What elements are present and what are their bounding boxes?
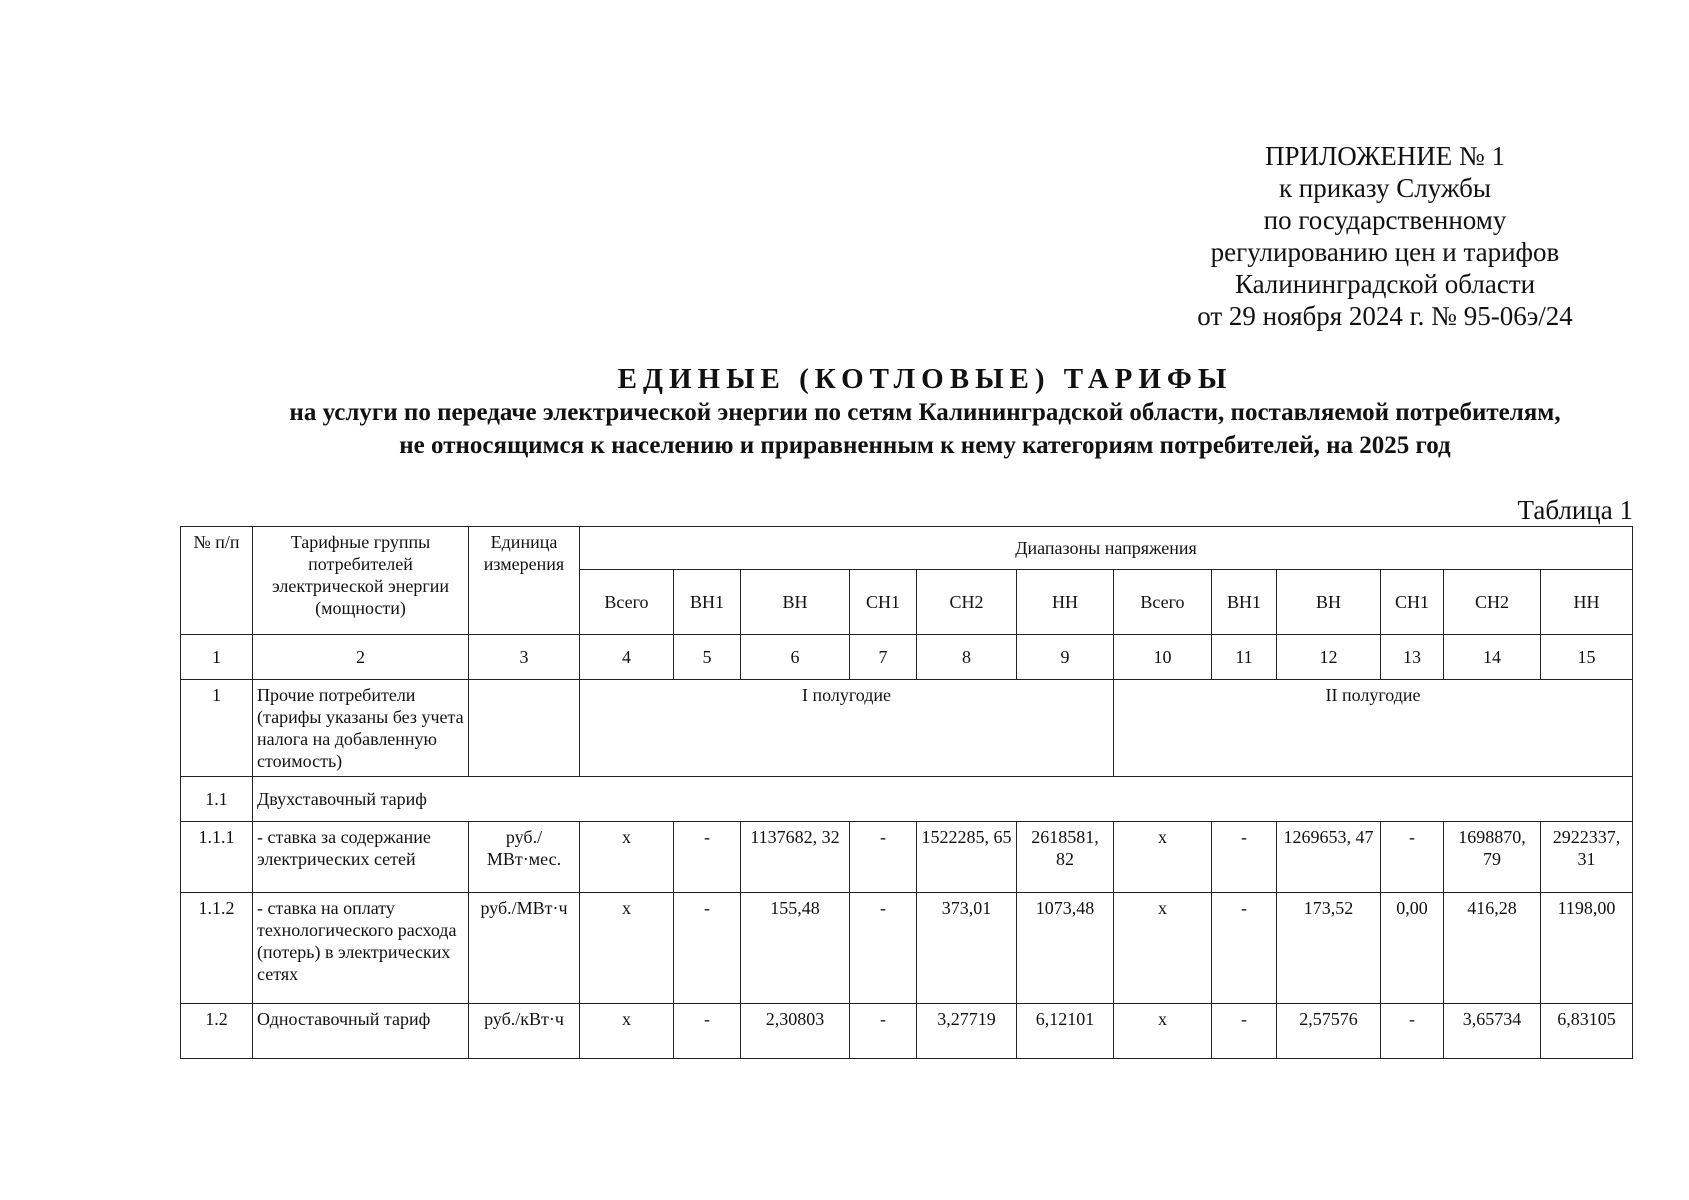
row-value: - [674,1004,741,1059]
row-value: 416,28 [1444,893,1541,1004]
header-level: ВН [741,570,850,635]
column-number: 5 [674,635,741,680]
row-value: 3,65734 [1444,1004,1541,1059]
row-num: 1.1.2 [181,893,253,1004]
row-value: 6,12101 [1017,1004,1114,1059]
row-value: х [1114,822,1212,893]
title-line-1: на услуги по передаче электрической энергии по сетям Калининградской области, поставляемой потребителям, [289,399,1561,426]
header-level: СН1 [1381,570,1444,635]
row-value: - [1212,822,1277,893]
row-num: 1.1.1 [181,822,253,893]
header-level: СН2 [1444,570,1541,635]
row-unit: руб./ МВт·мес. [469,822,580,893]
table-label: Таблица 1 [1517,495,1633,525]
column-number: 14 [1444,635,1541,680]
column-numbers-row [181,635,1633,680]
column-number: 1 [181,635,253,680]
half-year-2: II полугодие [1114,680,1633,777]
column-number: 10 [1114,635,1212,680]
title-main: ЕДИНЫЕ (КОТЛОВЫЕ) ТАРИФЫ [617,363,1233,395]
row-value: - [850,893,917,1004]
column-number: 6 [741,635,850,680]
header-row [181,527,1633,570]
column-number: 2 [253,635,469,680]
header-unit: Единица измерения [469,527,580,635]
appendix-line: от 29 ноября 2024 г. № 95-06э/24 [1197,301,1573,331]
header-level: ВН1 [674,570,741,635]
column-number: 11 [1212,635,1277,680]
header-level: НН [1541,570,1633,635]
header-num: № п/п [181,527,253,635]
row-value: х [580,822,674,893]
column-number: 9 [1017,635,1114,680]
row-value: 3,27719 [917,1004,1017,1059]
row-name: - ставка за содержание электрических сетей [253,822,469,893]
header-level: СН2 [917,570,1017,635]
subgroup-name: Двухставочный тариф [253,777,1633,822]
header-level: Всего [580,570,674,635]
row-value: 1137682, 32 [741,822,850,893]
row-value: - [674,822,741,893]
row-value: 1698870, 79 [1444,822,1541,893]
header-level: ВН1 [1212,570,1277,635]
row-value: 1073,48 [1017,893,1114,1004]
header-voltage-ranges: Диапазоны напряжения [580,527,1633,570]
tariff-table [180,526,1633,1059]
row-value: 1269653, 47 [1277,822,1381,893]
row-value: 2,30803 [741,1004,850,1059]
row-value: 6,83105 [1541,1004,1633,1059]
subgroup-num: 1.1 [181,777,253,822]
column-number: 13 [1381,635,1444,680]
row-num: 1.2 [181,1004,253,1059]
row-value: - [1212,1004,1277,1059]
row-value: 0,00 [1381,893,1444,1004]
row-value: х [1114,1004,1212,1059]
row-value: - [1381,1004,1444,1059]
row-value: - [850,1004,917,1059]
row-value: 373,01 [917,893,1017,1004]
row-value: - [674,893,741,1004]
row-value: х [580,1004,674,1059]
row-value: 155,48 [741,893,850,1004]
document-title [180,362,1670,462]
appendix-line: ПРИЛОЖЕНИЕ № 1 [1264,141,1506,171]
column-number: 12 [1277,635,1381,680]
column-number: 8 [917,635,1017,680]
group-num: 1 [181,680,253,777]
group-row [181,680,1633,777]
appendix-line: Калининградской области [1234,269,1536,299]
row-name: - ставка на оплату технологического расхода (потерь) в электрических сетях [253,893,469,1004]
appendix-line: к приказу Службы [1278,173,1492,203]
column-number: 3 [469,635,580,680]
appendix-header [1150,140,1620,332]
header-groups: Тарифные группы потребителей электрической энергии (мощности) [253,527,469,635]
row-value: 2922337, 31 [1541,822,1633,893]
header-level: СН1 [850,570,917,635]
subgroup-row [181,777,1633,822]
header-level: Всего [1114,570,1212,635]
row-value: - [1381,822,1444,893]
table-row [181,822,1633,893]
appendix-line: по государственному [1263,205,1507,235]
row-unit: руб./МВт·ч [469,893,580,1004]
column-number: 4 [580,635,674,680]
row-value: х [580,893,674,1004]
table-row [181,1004,1633,1059]
header-level: НН [1017,570,1114,635]
half-year-1: I полугодие [580,680,1114,777]
row-value: 2618581, 82 [1017,822,1114,893]
group-name: Прочие потребители (тарифы указаны без учета налога на добавленную стоимость) [253,680,469,777]
row-value: 173,52 [1277,893,1381,1004]
column-number: 7 [850,635,917,680]
appendix-line: регулированию цен и тарифов [1210,237,1560,267]
row-name: Одноставочный тариф [253,1004,469,1059]
table-row [181,893,1633,1004]
header-level: ВН [1277,570,1381,635]
row-value: 1198,00 [1541,893,1633,1004]
row-value: 2,57576 [1277,1004,1381,1059]
title-line-2: не относящимся к населению и приравненным к нему категориям потребителей, на 2025 год [399,432,1451,459]
row-unit: руб./кВт·ч [469,1004,580,1059]
row-value: 1522285, 65 [917,822,1017,893]
row-value: - [850,822,917,893]
column-number: 15 [1541,635,1633,680]
row-value: - [1212,893,1277,1004]
row-value: х [1114,893,1212,1004]
group-unit [469,680,580,777]
